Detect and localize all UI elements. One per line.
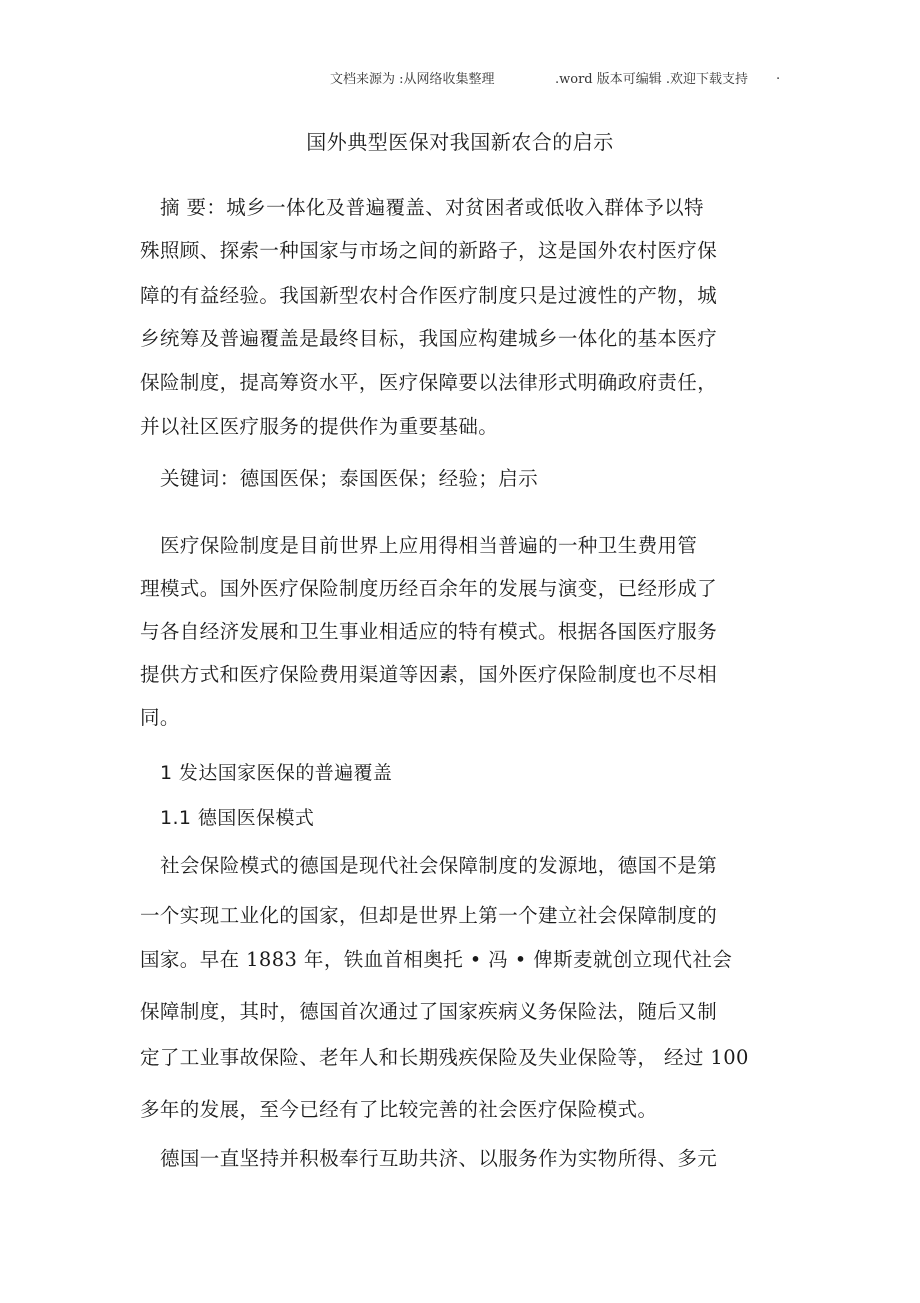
germany-line: 国家。早在 1883 年，铁血首相奥托 • 冯 • 俾斯麦就创立现代社会 [140,948,733,971]
germany-line: 保障制度，其时，德国首次通过了国家疾病义务保险法，随后又制 [140,1000,718,1023]
keywords-line: 关键词：德国医保；泰国医保；经验；启示 [160,467,539,490]
intro-line: 同。 [140,706,180,729]
abstract-line: 并以社区医疗服务的提供作为重要基础。 [140,415,499,438]
header-source-note: 文档来源为 :从网络收集整理 [330,72,495,87]
section-heading-1: 1 发达国家医保的普遍覆盖 [160,762,393,784]
intro-line: 提供方式和医疗保险费用渠道等因素，国外医疗保险制度也不尽相 [140,663,718,686]
intro-line: 理模式。国外医疗保险制度历经百余年的发展与演变，已经形成了 [140,577,718,600]
germany-line: 社会保险模式的德国是现代社会保障制度的发源地，德国不是第 [160,854,718,877]
germany-line: 多年的发展，至今已经有了比较完善的社会医疗保险模式。 [140,1098,658,1121]
abstract-line: 保险制度，提高筹资水平，医疗保障要以法律形式明确政府责任， [140,371,718,394]
abstract-line: 摘 要：城乡一体化及普遍覆盖、对贫困者或低收入群体予以特 [160,196,704,219]
header-dot: . [776,68,781,83]
abstract-line: 障的有益经验。我国新型农村合作医疗制度只是过渡性的产物，城 [140,284,718,307]
germany-line: 定了工业事故保险、老年人和长期残疾保险及失业保险等， 经过 100 [140,1046,749,1069]
germany-line: 一个实现工业化的国家，但却是世界上第一个建立社会保障制度的 [140,904,718,927]
abstract-line: 殊照顾、探索一种国家与市场之间的新路子，这是国外农村医疗保 [140,239,718,262]
abstract-line: 乡统筹及普遍覆盖是最终目标，我国应构建城乡一体化的基本医疗 [140,327,718,350]
intro-line: 与各自经济发展和卫生事业相适应的特有模式。根据各国医疗服务 [140,620,718,643]
section-heading-1-1: 1.1 德国医保模式 [160,807,315,829]
header-editable-note: .word 版本可编辑 .欢迎下载支持 [555,72,749,87]
document-title: 国外典型医保对我国新农合的启示 [306,130,614,154]
next-paragraph-line: 德国一直坚持并积极奉行互助共济、以服务作为实物所得、多元 [160,1147,718,1170]
intro-line: 医疗保险制度是目前世界上应用得相当普遍的一种卫生费用管 [160,534,698,557]
page-header [0,68,920,88]
